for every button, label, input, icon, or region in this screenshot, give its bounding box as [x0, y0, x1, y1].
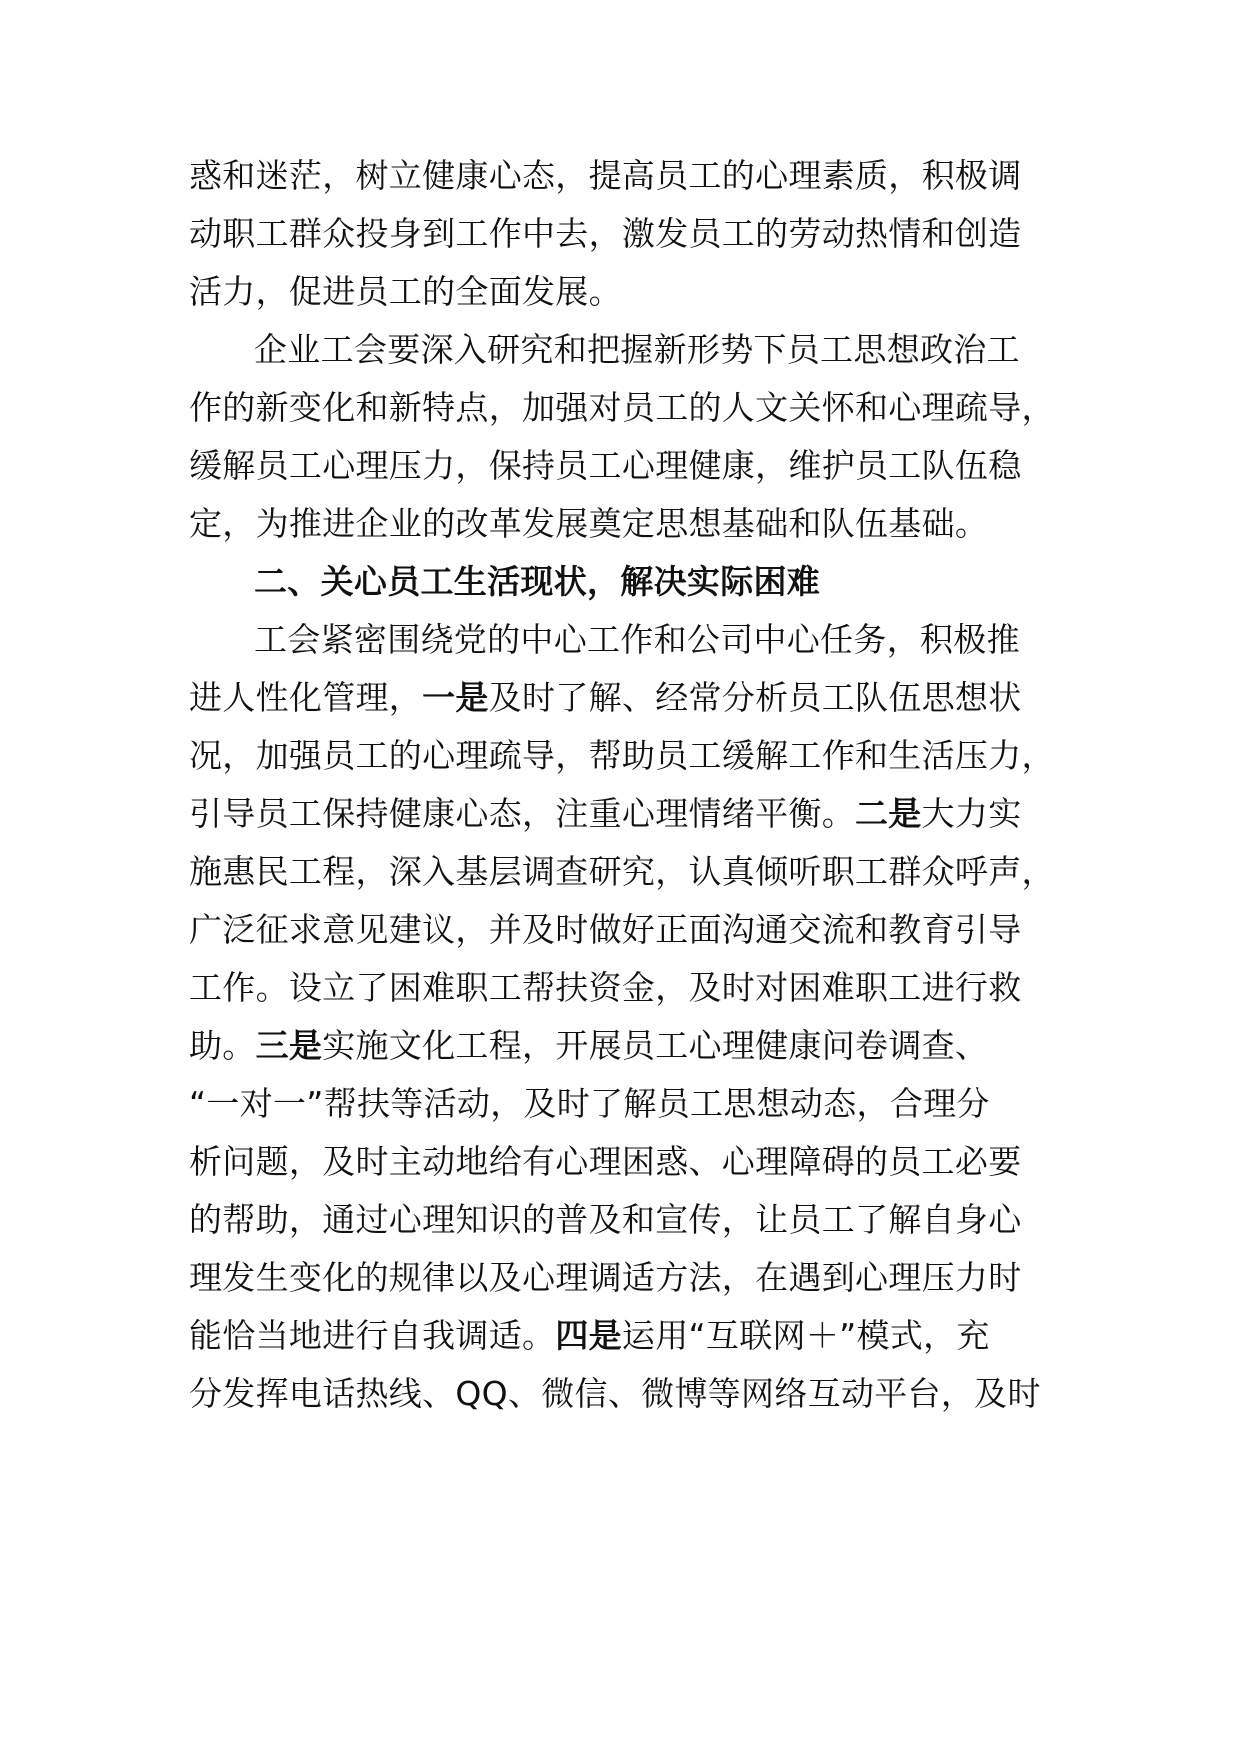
text-line: 活力，促进员工的全面发展。	[189, 272, 622, 311]
text-line	[189, 1024, 988, 1068]
text-line	[189, 792, 1022, 836]
text-line: 定，为推进企业的改革发展奠定思想基础和队伍基础。	[189, 504, 989, 543]
text-line: 的帮助，通过心理知识的普及和宣传，让员工了解自身心	[189, 1200, 1022, 1239]
text-line	[189, 1314, 990, 1358]
bold-keyword: 二是	[855, 794, 922, 833]
line-text: 及时了解、经常分析员工队伍思想状	[488, 678, 1022, 717]
bold-keyword: 三是	[255, 1026, 323, 1065]
text-line: 广泛征求意见建议，并及时做好正面沟通交流和教育引导	[189, 910, 1022, 949]
text-line: 工会紧密围绕党的中心工作和公司中心任务，积极推	[254, 620, 1020, 659]
text-line: 况，加强员工的心理疏导，帮助员工缓解工作和生活压力，	[189, 736, 1055, 775]
bold-keyword: 四是	[555, 1316, 622, 1355]
line-text: 运用“互联网＋”模式，充	[621, 1316, 990, 1355]
text-line: “一对一”帮扶等活动，及时了解员工思想动态，合理分	[189, 1084, 990, 1123]
text-line: 动职工群众投身到工作中去，激发员工的劳动热情和创造	[189, 214, 1022, 253]
line-text: 大力实	[921, 794, 1022, 833]
text-line: 惑和迷茫，树立健康心态，提高员工的心理素质，积极调	[189, 156, 1022, 195]
text-line: 分发挥电话热线、QQ、微信、微博等网络互动平台，及时	[189, 1374, 1041, 1413]
line-text: 引导员工保持健康心态，注重心理情绪平衡。	[189, 794, 855, 833]
text-line: 企业工会要深入研究和把握新形势下员工思想政治工	[254, 330, 1020, 369]
text-line	[189, 676, 1022, 720]
section-heading: 二、关心员工生活现状，解决实际困难	[254, 562, 821, 601]
text-line: 缓解员工心理压力，保持员工心理健康，维护员工队伍稳	[189, 446, 1022, 485]
line-text: 能恰当地进行自我调适。	[189, 1316, 556, 1355]
text-line: 工作。设立了困难职工帮扶资金，及时对困难职工进行救	[189, 968, 1022, 1007]
text-line: 作的新变化和新特点，加强对员工的人文关怀和心理疏导，	[189, 388, 1055, 427]
text-line: 析问题，及时主动地给有心理困惑、心理障碍的员工必要	[189, 1142, 1022, 1181]
text-line: 施惠民工程，深入基层调查研究，认真倾听职工群众呼声，	[189, 852, 1055, 891]
line-text: 实施文化工程，开展员工心理健康问卷调查、	[322, 1026, 989, 1065]
line-text: 进人性化管理，	[189, 678, 423, 717]
line-text: 助。	[189, 1026, 256, 1065]
text-line: 理发生变化的规律以及心理调适方法，在遇到心理压力时	[189, 1258, 1022, 1297]
bold-keyword: 一是	[422, 678, 489, 717]
